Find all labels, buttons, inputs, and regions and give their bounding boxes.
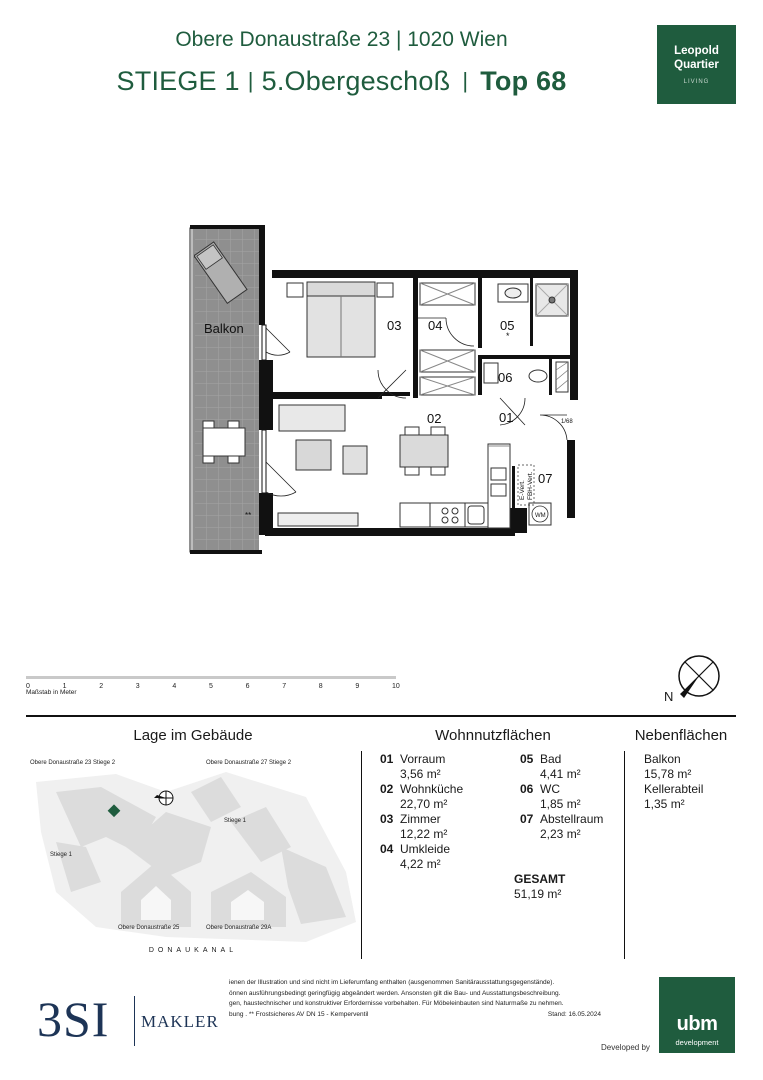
- column-divider-1: [361, 751, 362, 959]
- stand-date: Stand: 16.05.2024: [547, 1010, 601, 1018]
- wardrobes: [420, 283, 475, 395]
- room-area: 12,22 m²: [400, 827, 448, 841]
- column-divider-2: [624, 751, 625, 959]
- bathroom-fixtures: [484, 284, 568, 392]
- floor-plan: [0, 200, 763, 580]
- room-name: WC: [540, 782, 560, 796]
- disclaimer-last: bung . ** Frostsicheres AV DN 15 - Kemperventil: [229, 1010, 369, 1018]
- room-entry: [520, 782, 581, 812]
- scale-tick-label: 3: [135, 683, 140, 690]
- label-04: 04: [428, 318, 443, 333]
- bed: [287, 282, 393, 357]
- label-02: 02: [427, 411, 442, 426]
- label-01: 01: [499, 410, 514, 425]
- room-area: 22,70 m²: [400, 797, 448, 811]
- north-label: N: [664, 689, 674, 704]
- neben-balkon-name: Balkon: [644, 752, 681, 766]
- total-label: GESAMT: [514, 872, 566, 886]
- label-door-note: 1/68: [561, 419, 573, 425]
- leopold-quartier-logo: [657, 25, 736, 104]
- balcony-right-wall: [259, 225, 265, 270]
- label-double-star: **: [245, 511, 252, 520]
- scale-tick-label: 1: [62, 683, 67, 690]
- scale-tick-label: 7: [282, 683, 287, 690]
- room-name: Bad: [540, 752, 562, 766]
- label-06: 06: [498, 370, 513, 385]
- room-entry: [380, 812, 447, 842]
- room-area: 3,56 m²: [400, 767, 441, 781]
- room-entry: [380, 842, 450, 872]
- label-07: 07: [538, 471, 553, 486]
- disclaimer: [229, 978, 601, 1020]
- balcony-top-edge: [190, 225, 262, 229]
- neben-title: Nebenflächen: [634, 727, 728, 744]
- total-area: 51,19 m²: [514, 887, 562, 901]
- stiege-label: STIEGE 1: [116, 66, 240, 96]
- balcony-bottom-edge: [190, 550, 262, 554]
- room-number: 04: [380, 842, 394, 856]
- label-03: 03: [387, 318, 402, 333]
- label-05: 05: [500, 318, 515, 333]
- scale-tick-label: 2: [99, 683, 104, 690]
- room-name: Vorraum: [400, 752, 446, 766]
- room-number: 01: [380, 752, 394, 766]
- section-divider: [26, 715, 736, 717]
- label-evert: E-Vert.: [519, 480, 526, 500]
- ubm-name: ubm: [676, 1013, 718, 1035]
- map-label-bottom-right: Obere Donaustraße 29A: [206, 925, 272, 931]
- brand-line1: Leopold: [674, 45, 719, 57]
- disclaimer-line: [229, 1010, 601, 1021]
- river-label: DONAUKANAL: [148, 947, 238, 954]
- makler-label: MAKLER: [141, 1012, 219, 1031]
- room-number: 05: [520, 752, 534, 766]
- label-wm: WM: [535, 513, 546, 519]
- room-name: Zimmer: [400, 812, 441, 826]
- map-label-stiege1-left: Stiege 1: [50, 852, 73, 858]
- label-balkon: Balkon: [204, 321, 244, 336]
- room-area: 4,22 m²: [400, 857, 441, 871]
- neben-keller-area: 1,35 m²: [644, 797, 685, 811]
- room-number: 02: [380, 782, 394, 796]
- room-entry: [380, 752, 445, 782]
- label-fbh: FBH-Vert.: [527, 471, 534, 500]
- room-entry: [380, 782, 463, 812]
- room-number: 03: [380, 812, 394, 826]
- room-name: Wohnküche: [400, 782, 464, 796]
- brand-line2: Quartier: [674, 59, 719, 71]
- scale-tick-label: 8: [318, 683, 323, 690]
- wohn-title: Wohnnutzflächen: [435, 727, 551, 744]
- site-map: [26, 752, 360, 957]
- scale-tick-label: 4: [172, 683, 177, 690]
- ubm-sub: development: [675, 1038, 719, 1047]
- room-area: 4,41 m²: [540, 767, 581, 781]
- room-name: Abstellraum: [540, 812, 604, 826]
- room-entry: [520, 812, 603, 842]
- room-area: 1,85 m²: [540, 797, 581, 811]
- scale-tick-label: 0: [26, 683, 30, 690]
- label-star: *: [506, 331, 510, 341]
- address-line: Obere Donaustraße 23 | 1020 Wien: [175, 28, 508, 51]
- floor-label: 5.Obergeschoß: [261, 66, 451, 96]
- disclaimer-line: önnen ausführungsbedingt geringfügig abgeändert werden. Ansonsten gilt die Bau- und Ausstattungsbeschreibung.: [229, 989, 561, 997]
- unit-title: STIEGE 1 | 5.Obergeschoß | Top 68: [116, 66, 567, 96]
- ubm-logo: [659, 977, 735, 1053]
- brand-line3: LIVING: [683, 79, 710, 85]
- neben-balkon-area: 15,78 m²: [644, 767, 692, 781]
- logo-divider: [134, 996, 135, 1046]
- room-name: Umkleide: [400, 842, 451, 856]
- room-entry: [520, 752, 581, 782]
- scale-tick-label: 5: [209, 683, 213, 690]
- map-label-top-right: Obere Donaustraße 27 Stiege 2: [206, 760, 292, 766]
- map-label-bottom-left: Obere Donaustraße 25: [118, 925, 180, 931]
- map-label-stiege1-right: Stiege 1: [224, 818, 247, 824]
- disclaimer-line: ienen der Illustration und sind nicht im Lieferumfang enthalten (ausgenommen Sanitärausstattungsgegenstände).: [229, 979, 555, 986]
- scale-note: Maßstab in Meter: [26, 689, 77, 696]
- map-label-top-left: Obere Donaustraße 23 Stiege 2: [30, 760, 116, 766]
- neben-keller-name: Kellerabteil: [644, 782, 704, 796]
- room-number: 06: [520, 782, 534, 796]
- room-number: 07: [520, 812, 534, 826]
- scale-tick-label: 10: [392, 683, 400, 690]
- disclaimer-line: gen, haustechnischer und konstruktiver Erfordernisse vorbehalten. Für Möbeleinbauten sind Naturmaße zu nehmen.: [229, 1000, 564, 1007]
- room-area: 2,23 m²: [540, 827, 581, 841]
- scale-tick-label: 6: [245, 683, 250, 690]
- lage-title: Lage im Gebäude: [133, 727, 253, 744]
- developed-by: Developed by: [601, 1043, 650, 1052]
- scale-bar: [26, 676, 400, 706]
- top-label: Top 68: [480, 66, 567, 96]
- scale-tick-label: 9: [355, 683, 360, 690]
- 3si-logo: 3SI: [37, 991, 110, 1047]
